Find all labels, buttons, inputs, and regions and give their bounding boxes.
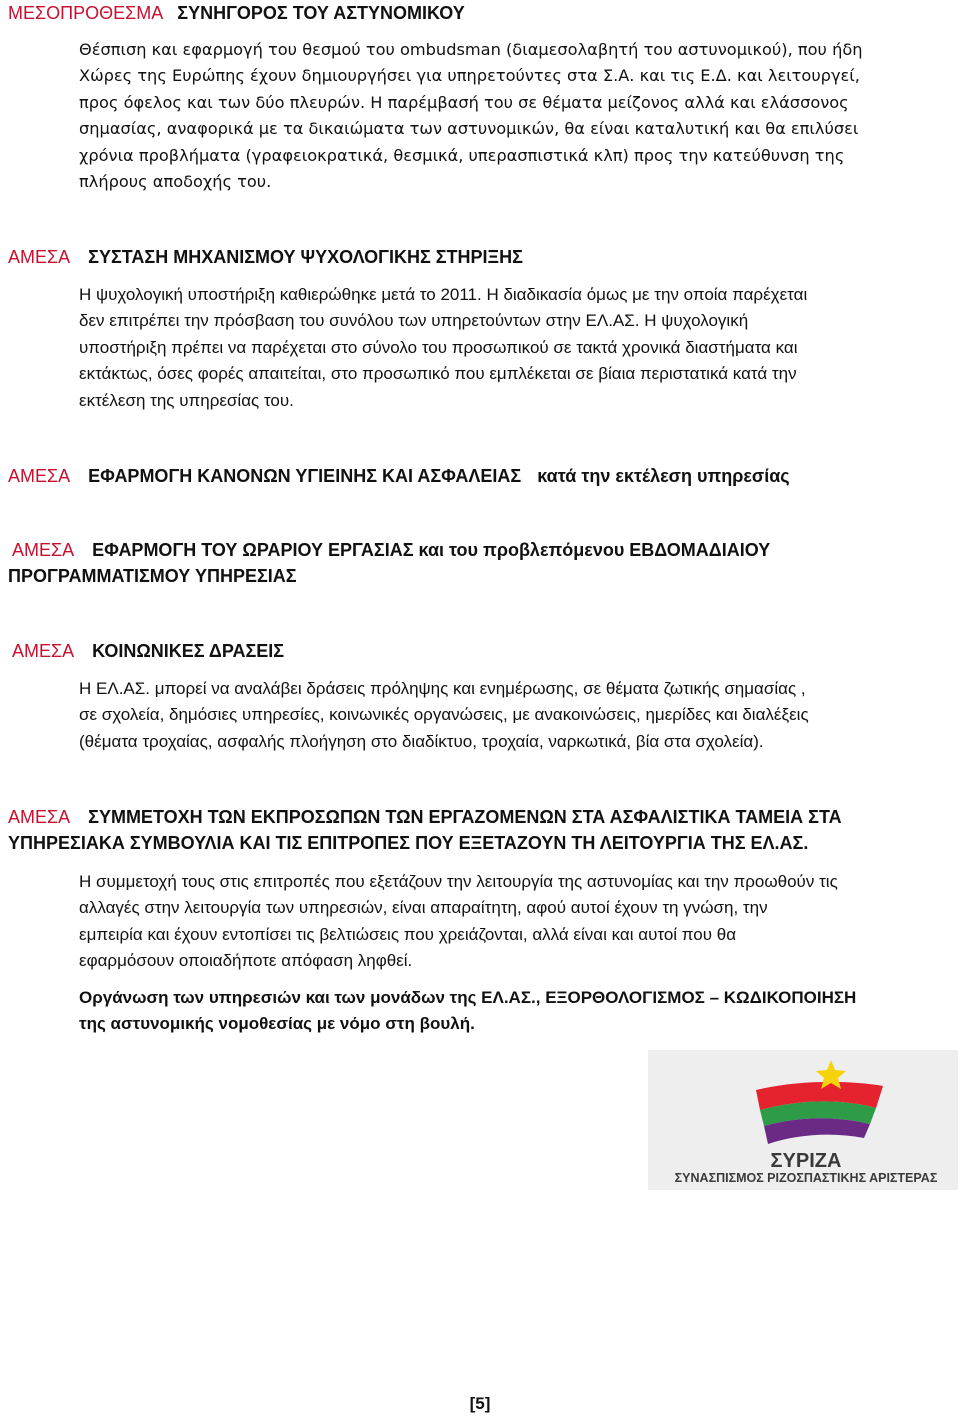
section-heading — [8, 0, 465, 26]
section-title: ΚΟΙΝΩΝΙΚΕΣ ΔΡΑΣΕΙΣ — [92, 641, 285, 661]
logo-flag-icon — [648, 1050, 958, 1190]
section-tag: ΑΜΕΣΑ — [8, 466, 71, 486]
section-heading — [8, 638, 284, 664]
body-line: Θέσπιση και εφαρμογή του θεσμού του ombudsman (διαμεσολαβητή του αστυνομικού), που ήδη — [79, 40, 863, 59]
body-line: Η ΕΛ.ΑΣ. μπορεί να αναλάβει δράσεις πρόληψης και ενημέρωσης, σε θέματα ζωτικής σημασίας , — [79, 679, 806, 698]
section-title-tail: κατά την εκτέλεση υπηρεσίας — [537, 466, 790, 486]
logo-subtitle: ΣΥΝΑΣΠΙΣΜΟΣ ΡΙΖΟΣΠΑΣΤΙΚΗΣ ΑΡΙΣΤΕΡΑΣ — [674, 1171, 938, 1185]
section-title: ΕΦΑΡΜΟΓΗ ΚΑΝΟΝΩΝ ΥΓΙΕΙΝΗΣ ΚΑΙ ΑΣΦΑΛΕΙΑΣ — [88, 466, 522, 486]
page-number: [5] — [469, 1394, 491, 1413]
section-tag: ΑΜΕΣΑ — [12, 540, 75, 560]
section-body — [79, 676, 959, 755]
section-body — [79, 869, 959, 975]
body-line: εμπειρία και έχουν εντοπίσει τις βελτιώσεις που χρειάζονται, αλλά είναι και αυτοί που θα — [79, 924, 737, 944]
section-title-line2: ΠΡΟΓΡΑΜΜΑΤΙΣΜΟΥ ΥΠΗΡΕΣΙΑΣ — [8, 566, 297, 586]
bold-line: της αστυνομικής νομοθεσίας με νόμο στη βουλή. — [79, 1014, 475, 1034]
section-tag: ΑΜΕΣΑ — [8, 807, 71, 827]
party-logo — [648, 1050, 958, 1190]
body-line: σημασίας, αναφορικά με τα δικαιώματα των αστυνομικών, θα είναι καταλυτική και θα επιλύσει — [79, 119, 859, 139]
body-line: Η ψυχολογική υποστήριξη καθιερώθηκε μετά το 2011. Η διαδικασία όμως με την οποία παρέχεται — [79, 285, 808, 304]
body-line: υποστήριξη πρέπει να παρέχεται στο σύνολο του προσωπικού σε τακτά χρονικά διαστήματα και — [79, 337, 798, 357]
logo-name: ΣΥΡΙΖΑ — [770, 1150, 842, 1172]
body-line: (θέματα τροχαίας, ασφαλής πλοήγηση στο διαδίκτυο, τροχαία, ναρκωτικά, βία στα σχολεία). — [79, 731, 764, 751]
bold-line: Οργάνωση των υπηρεσιών και των μονάδων της ΕΛ.ΑΣ., ΕΞΟΡΘΟΛΟΓΙΣΜΟΣ – ΚΩΔΙΚΟΠΟΙΗΣΗ — [79, 988, 857, 1007]
body-line: δεν επιτρέπει την πρόσβαση του συνόλου των υπηρετούντων στην ΕΛ.ΑΣ. Η ψυχολογική — [79, 311, 749, 331]
section-title-line2: ΥΠΗΡΕΣΙΑΚΑ ΣΥΜΒΟΥΛΙΑ ΚΑΙ ΤΙΣ ΕΠΙΤΡΟΠΕΣ ΠΟΥ ΕΞΕΤΑΖΟΥΝ ΤΗ ΛΕΙΤΟΥΡΓΙΑ ΤΗΣ ΕΛ.ΑΣ. — [8, 833, 809, 853]
body-line: εκτάκτως, όσες φορές απαιτείται, στο προσωπικό που εμπλέκεται σε βίαια περιστατικά κατά την — [79, 364, 797, 384]
body-line: προς όφελος και των δύο πλευρών. Η παρέμβασή του σε θέματα μείζονος αλλά και ελάσσονος — [79, 92, 849, 112]
section-tag: ΑΜΕΣΑ — [12, 641, 75, 661]
bold-statement — [79, 985, 959, 1038]
section-title: ΕΦΑΡΜΟΓΗ ΤΟΥ ΩΡΑΡΙΟΥ ΕΡΓΑΣΙΑΣ και του προβλεπόμενου ΕΒΔΟΜΑΔΙΑΙΟΥ — [92, 540, 771, 560]
section-heading — [8, 244, 523, 270]
section-heading — [8, 463, 790, 489]
body-line: χρόνια προβλήματα (γραφειοκρατικά, θεσμικά, υπερασπιστικά κλπ) προς την κατεύθυνση της — [79, 145, 845, 165]
section-tag: ΑΜΕΣΑ — [8, 247, 71, 267]
body-line: Χώρες της Ευρώπης έχουν δημιουργήσει για υπηρετούντες στα Σ.Α. και τις Ε.Δ. και λειτουργεί, — [79, 66, 860, 86]
section-body — [79, 37, 959, 195]
section-title: ΣΥΝΗΓΟΡΟΣ ΤΟΥ ΑΣΤΥΝΟΜΙΚΟΥ — [177, 3, 465, 23]
body-line: σε σχολεία, δημόσιες υπηρεσίες, κοινωνικές οργανώσεις, με ανακοινώσεις, ημερίδες και διαλέξεις — [79, 705, 809, 725]
body-line: εφαρμόσουν οποιαδήποτε απόφαση ληφθεί. — [79, 951, 413, 971]
section-title: ΣΥΣΤΑΣΗ ΜΗΧΑΝΙΣΜΟΥ ΨΥΧΟΛΟΓΙΚΗΣ ΣΤΗΡΙΞΗΣ — [88, 247, 523, 267]
body-line: πλήρους αποδοχής του. — [79, 172, 272, 192]
section-heading — [8, 537, 770, 589]
body-line: εκτέλεση της υπηρεσίας του. — [79, 390, 294, 410]
section-title: ΣΥΜΜΕΤΟΧΗ ΤΩΝ ΕΚΠΡΟΣΩΠΩΝ ΤΩΝ ΕΡΓΑΖΟΜΕΝΩΝ ΣΤΑ ΑΣΦΑΛΙΣΤΙΚΑ ΤΑΜΕΙΑ ΣΤΑ — [88, 807, 842, 827]
section-tag: ΜΕΣΟΠΡΟΘΕΣΜΑ — [8, 3, 164, 23]
section-body — [79, 282, 959, 414]
body-line: αλλαγές στην λειτουργία των υπηρεσιών, είναι απαραίτητη, αφού αυτοί έχουν τη γνώση, την — [79, 898, 768, 918]
section-heading — [8, 804, 842, 856]
body-line: Η συμμετοχή τους στις επιτροπές που εξετάζουν την λειτουργία της αστυνομίας και την προωθούν τις — [79, 872, 838, 891]
